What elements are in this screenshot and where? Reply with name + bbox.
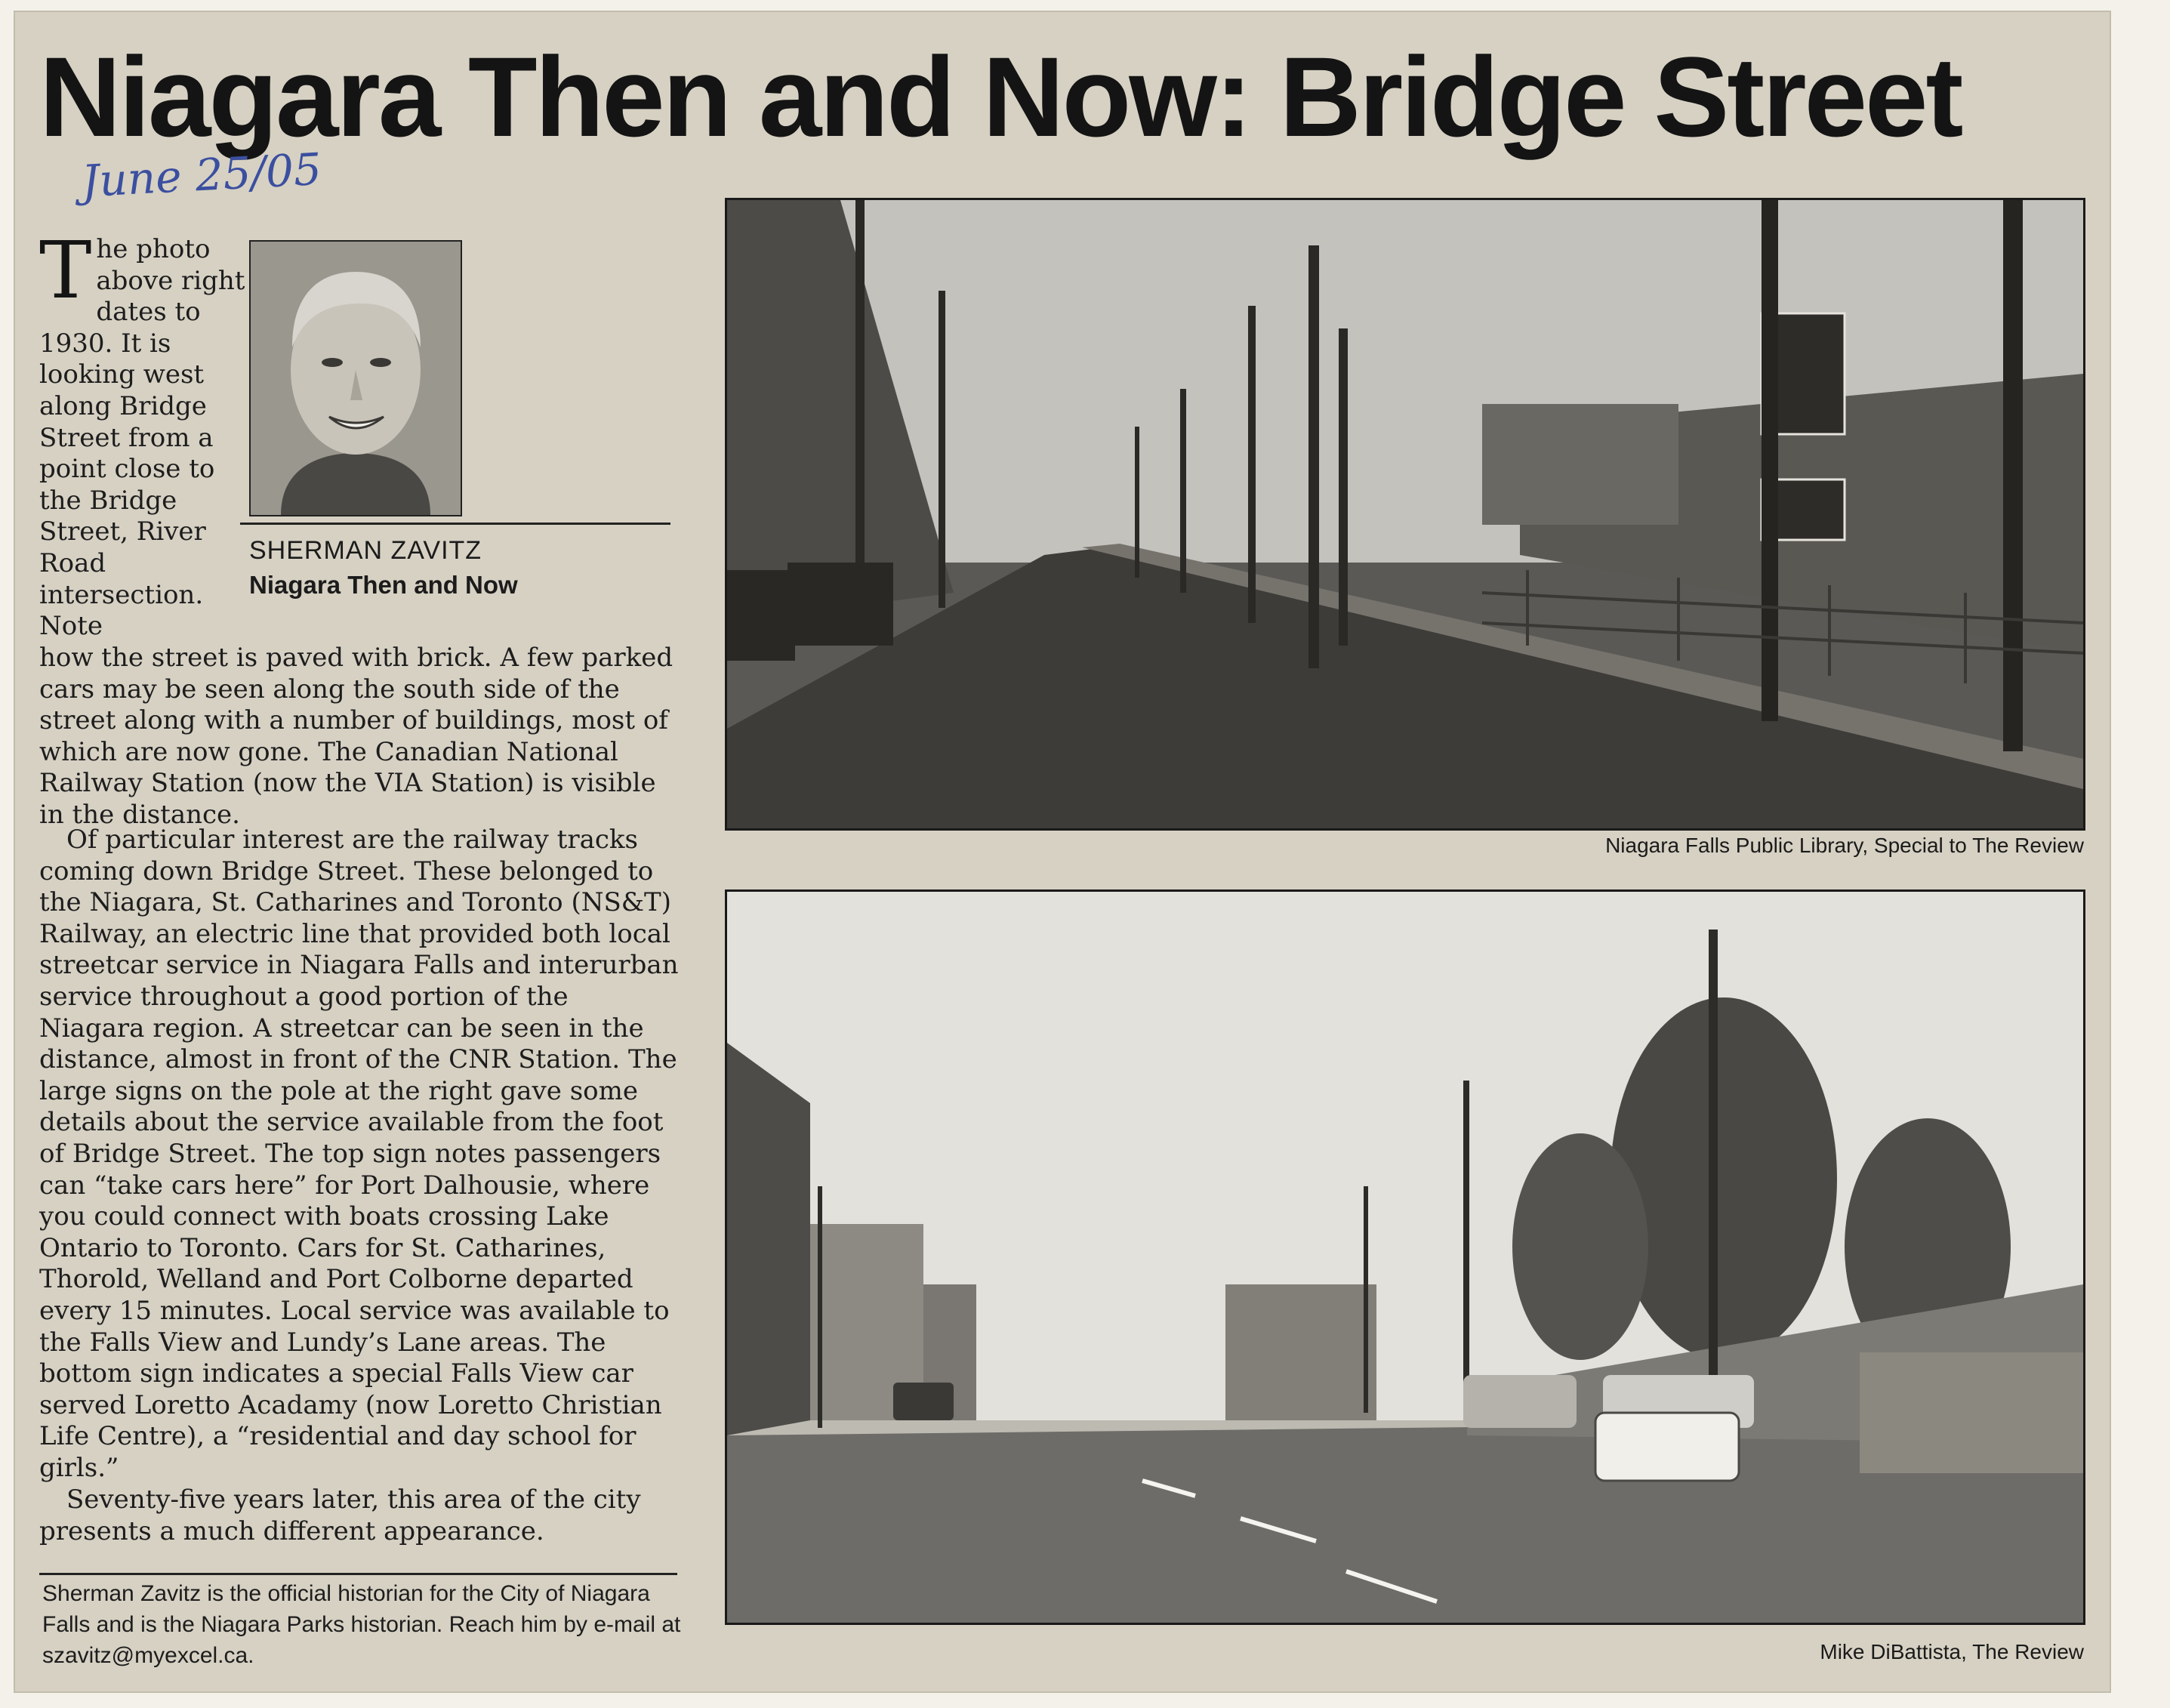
- byline-name: SHERMAN ZAVITZ: [249, 536, 482, 565]
- byline-column: Niagara Then and Now: [249, 571, 518, 599]
- photo-credit-top: Niagara Falls Public Library, Special to The Review: [1605, 834, 2084, 857]
- paragraph-3-text: Seventy-five years later, this area of the city presents a much different appearance.: [39, 1484, 641, 1546]
- article-paragraph-1-start: [39, 224, 258, 643]
- headline: Niagara Then and Now: Bridge Street: [39, 33, 1962, 160]
- handwritten-date: June 25/05: [80, 143, 323, 208]
- photo-credit-bottom: Mike DiBattista, The Review: [1820, 1640, 2084, 1663]
- paragraph-2-text: Of particular interest are the railway tracks coming down Bridge Street. These belonged to the Niagara, St. Catharines and Toronto (NS&T) Railway, an electric line that provided both local streetcar service in Niagara Falls and interurban service throughout a good portion of the Niagara region. A streetcar can be seen in the distance, almost in front of the CNR Station. The large signs on the pole at the right gave some details about the service available from the foot of Bridge Street. The top sign notes passengers can “take cars here” for Port Dalhousie, where you could connect with boats crossing Lake Ontario to Toronto. Cars for St. Catharines, Thorold, Welland and Port Colborne departed every 15 minutes. Local service was available to the Falls View and Lundy’s Lane areas. The bottom sign indicates a special Falls View car served Loretto Acadamy (now Loretto Christian Life Centre), a “residential and day school for girls.”: [39, 825, 679, 1483]
- modern-photo: [725, 889, 2085, 1625]
- author-bio: Sherman Zavitz is the official historian for the City of Niagara Falls and is the Niagara Parks historian. Reach him by e-mail at szavitz@myexcel.ca.: [42, 1581, 681, 1668]
- author-portrait: [249, 240, 462, 516]
- drop-cap: T: [39, 224, 92, 316]
- byline-rule: [240, 523, 670, 525]
- article-paragraph-1-rest: [39, 643, 681, 831]
- historic-photo-1930: [725, 198, 2085, 831]
- paragraph-1-rest-text: how the street is paved with brick. A few parked cars may be seen along the south side of the street along with a number of buildings, most of which are now gone. The Canadian National Railway Station (now the VIA Station) is visible in the distance.: [39, 643, 674, 830]
- article-paragraph-3: [39, 1484, 681, 1547]
- paragraph-1-start-text: he photo above right dates to 1930. It is looking west along Bridge Street from a point close to the Bridge Street, River Road intersection. Note: [39, 234, 245, 642]
- bio-rule: [39, 1573, 677, 1575]
- article-paragraph-2: [39, 825, 681, 1484]
